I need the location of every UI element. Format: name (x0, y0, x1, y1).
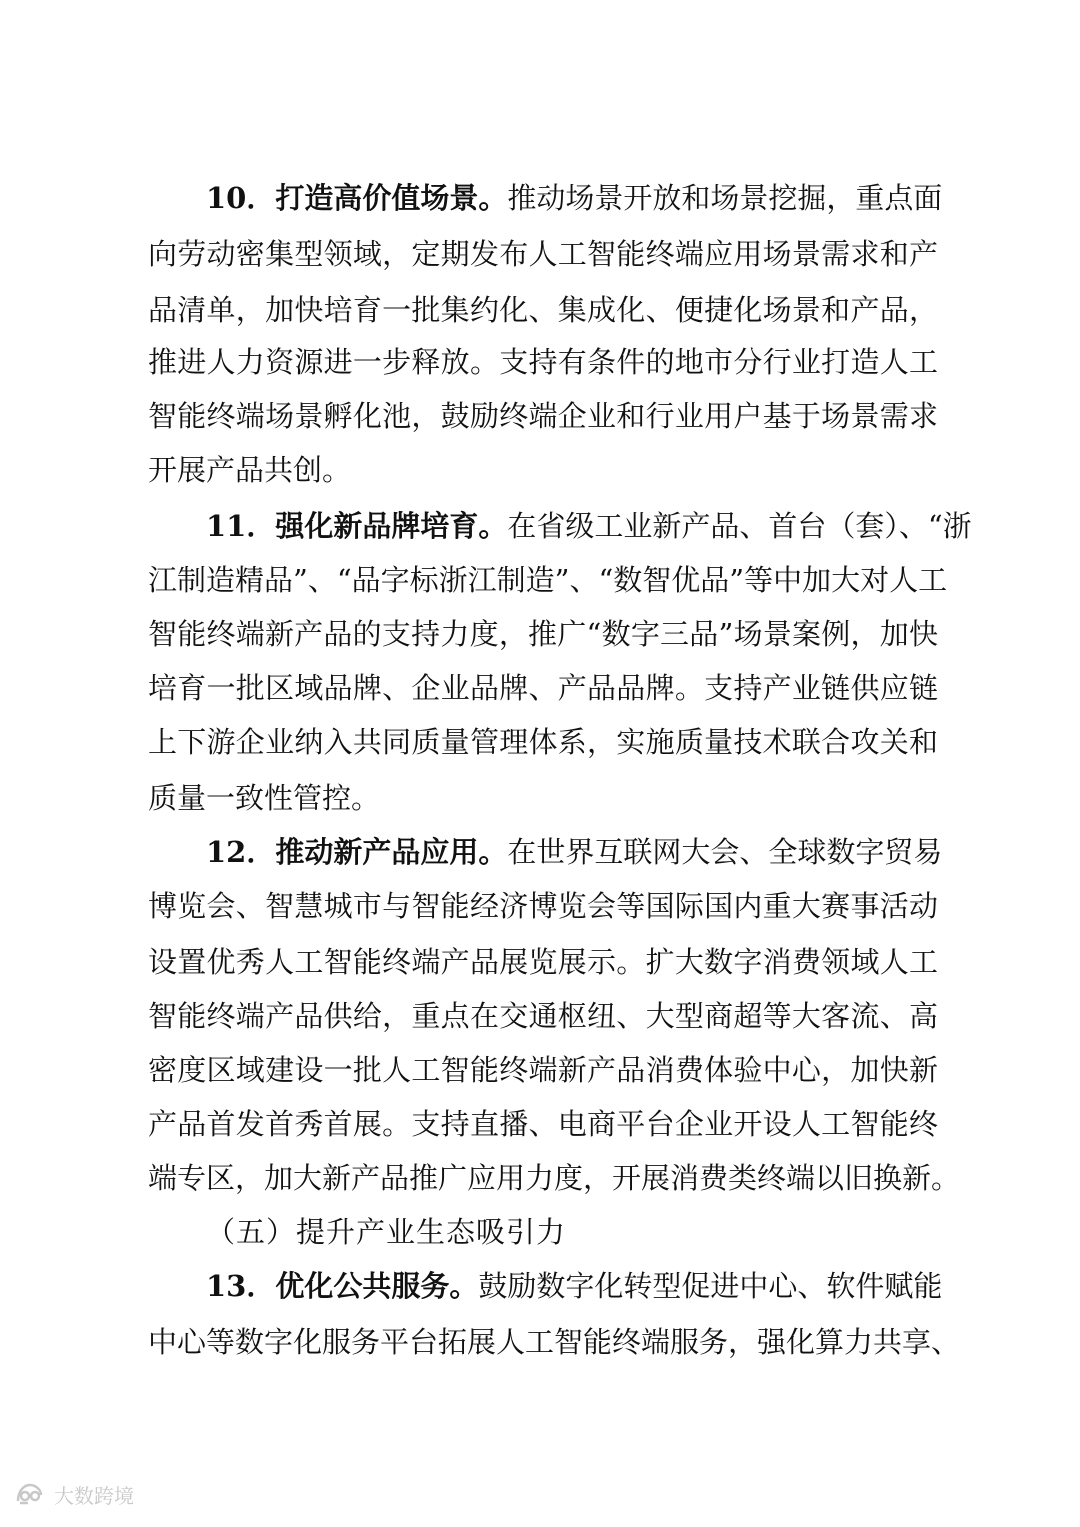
paragraph-11-line-5: 上下游企业纳入共同质量管理体系，实施质量技术联合攻关和 (148, 725, 938, 759)
paragraph-10-heading: 10．打造高价值场景。 (206, 181, 508, 215)
paragraph-10-line-1: 10．打造高价值场景。推动场景开放和场景挖掘，重点面 (206, 181, 943, 215)
paragraph-11-line-6: 质量一致性管控。 (148, 781, 381, 815)
watermark-text: 大数跨境 (54, 1483, 134, 1508)
paragraph-10-line-5: 智能终端场景孵化池，鼓励终端企业和行业用户基于场景需求 (148, 399, 938, 433)
paragraph-10-line-2: 向劳动密集型领域，定期发布人工智能终端应用场景需求和产 (148, 237, 938, 271)
paragraph-11-line-1: 11．强化新品牌培育。在省级工业新产品、首台（套）、“浙 (206, 509, 972, 543)
paragraph-11-line-4: 培育一批区域品牌、企业品牌、产品品牌。支持产业链供应链 (148, 671, 938, 705)
paragraph-12-line-7: 端专区，加大新产品推广应用力度，开展消费类终端以旧换新。 (148, 1161, 961, 1195)
paragraph-12-line-6: 产品首发首秀首展。支持直播、电商平台企业开设人工智能终 (148, 1107, 938, 1141)
paragraph-12-line-5: 密度区域建设一批人工智能终端新产品消费体验中心，加快新 (148, 1053, 938, 1087)
paragraph-13-line-2: 中心等数字化服务平台拓展人工智能终端服务，强化算力共享、 (148, 1325, 961, 1359)
paragraph-11-heading: 11．强化新品牌培育。 (206, 509, 508, 543)
paragraph-11-line-3: 智能终端新产品的支持力度，推广“数字三品”场景案例，加快 (148, 617, 938, 651)
section-heading: （五）提升产业生态吸引力 (206, 1215, 567, 1249)
paragraph-12-heading: 12．推动新产品应用。 (206, 835, 508, 869)
paragraph-10-line-4: 推进人力资源进一步释放。支持有条件的地市分行业打造人工 (148, 345, 938, 379)
paragraph-13-heading: 13．优化公共服务。 (206, 1269, 479, 1303)
watermark (14, 1476, 134, 1512)
paragraph-11-line-2: 江制造精品”、“品字标浙江制造”、“数智优品”等中加大对人工 (148, 563, 948, 597)
paragraph-12-line-2: 博览会、智慧城市与智能经济博览会等国际国内重大赛事活动 (148, 889, 938, 923)
paragraph-12-line-4: 智能终端产品供给，重点在交通枢纽、大型商超等大客流、高 (148, 999, 938, 1033)
watermark-logo-icon (14, 1481, 46, 1507)
paragraph-10-line-3: 品清单，加快培育一批集约化、集成化、便捷化场景和产品， (148, 293, 938, 327)
paragraph-13-line-1: 13．优化公共服务。鼓励数字化转型促进中心、软件赋能 (206, 1269, 943, 1303)
paragraph-12-line-1: 12．推动新产品应用。在世界互联网大会、全球数字贸易 (206, 835, 943, 869)
paragraph-10-line-6: 开展产品共创。 (148, 453, 352, 487)
paragraph-12-line-3: 设置优秀人工智能终端产品展览展示。扩大数字消费领域人工 (148, 945, 938, 979)
